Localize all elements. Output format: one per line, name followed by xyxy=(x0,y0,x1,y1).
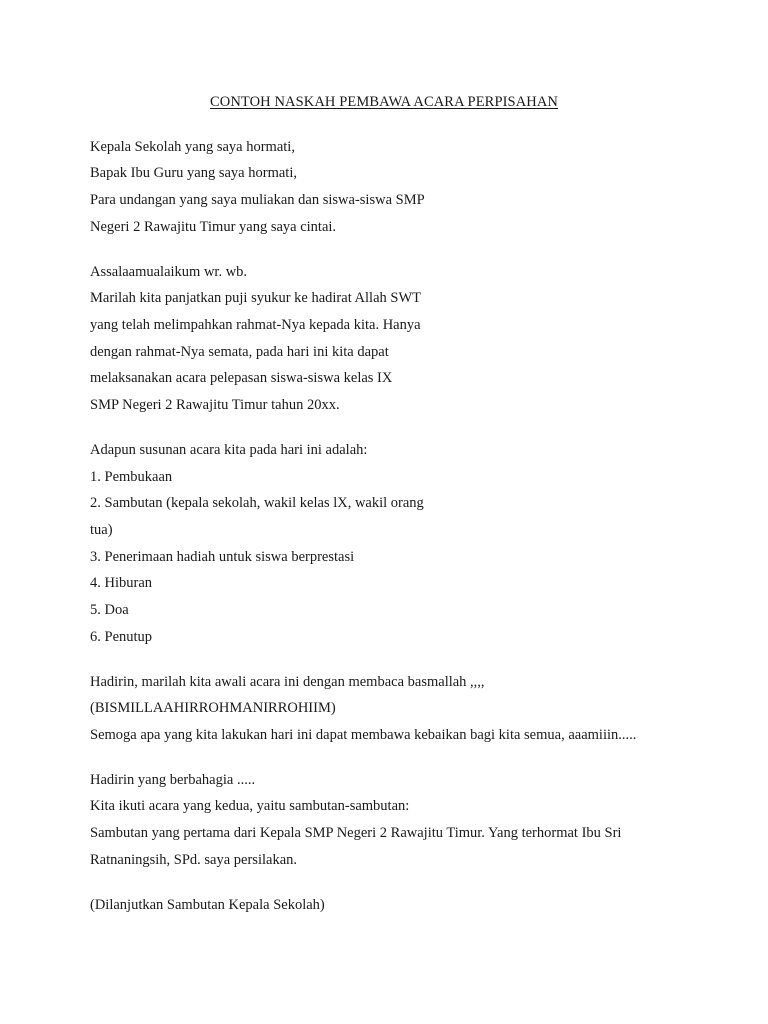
text-line: Para undangan yang saya muliakan dan siswa-siswa SMP xyxy=(90,192,425,208)
text-line: Semoga apa yang kita lakukan hari ini dapat membawa kebaikan bagi kita semua, aaamiiin..... xyxy=(90,727,637,743)
document-title: CONTOH NASKAH PEMBAWA ACARA PERPISAHAN xyxy=(209,94,558,110)
text-line: Kita ikuti acara yang kedua, yaitu sambutan-sambutan: xyxy=(90,798,410,814)
text-line: Hadirin, marilah kita awali acara ini dengan membaca basmallah ,,,, xyxy=(90,674,485,690)
text-line: Bapak Ibu Guru yang saya hormati, xyxy=(90,165,297,181)
text-line: SMP Negeri 2 Rawajitu Timur tahun 20xx. xyxy=(90,397,340,413)
text-line: (Dilanjutkan Sambutan Kepala Sekolah) xyxy=(90,897,325,913)
list-item: 3. Penerimaan hadiah untuk siswa berprestasi xyxy=(90,549,355,565)
text-line: melaksanakan acara pelepasan siswa-siswa kelas IX xyxy=(90,370,393,386)
list-item: 2. Sambutan (kepala sekolah, wakil kelas lX, wakil orang xyxy=(90,495,424,511)
list-item: 1. Pembukaan xyxy=(90,469,173,485)
text-line: Marilah kita panjatkan puji syukur ke hadirat Allah SWT xyxy=(90,290,422,306)
text-line: Assalaamualaikum wr. wb. xyxy=(90,264,248,280)
text-line: Ratnaningsih, SPd. saya persilakan. xyxy=(90,852,298,868)
list-item: 5. Doa xyxy=(90,602,129,618)
list-item: 6. Penutup xyxy=(90,629,153,645)
list-item-continuation: tua) xyxy=(90,522,113,538)
text-line: yang telah melimpahkan rahmat-Nya kepada kita. Hanya xyxy=(90,317,421,333)
text-line: Adapun susunan acara kita pada hari ini adalah: xyxy=(90,442,368,458)
text-line: (BISMILLAAHIRROHMANIRROHIIM) xyxy=(90,700,336,716)
text-line: Sambutan yang pertama dari Kepala SMP Negeri 2 Rawajitu Timur. Yang terhormat Ibu Sri xyxy=(90,825,622,841)
text-line: Negeri 2 Rawajitu Timur yang saya cintai. xyxy=(90,219,337,235)
text-line: dengan rahmat-Nya semata, pada hari ini kita dapat xyxy=(90,344,389,360)
text-line: Kepala Sekolah yang saya hormati, xyxy=(90,139,295,155)
list-item: 4. Hiburan xyxy=(90,575,153,591)
text-line: Hadirin yang berbahagia ..... xyxy=(90,772,256,788)
